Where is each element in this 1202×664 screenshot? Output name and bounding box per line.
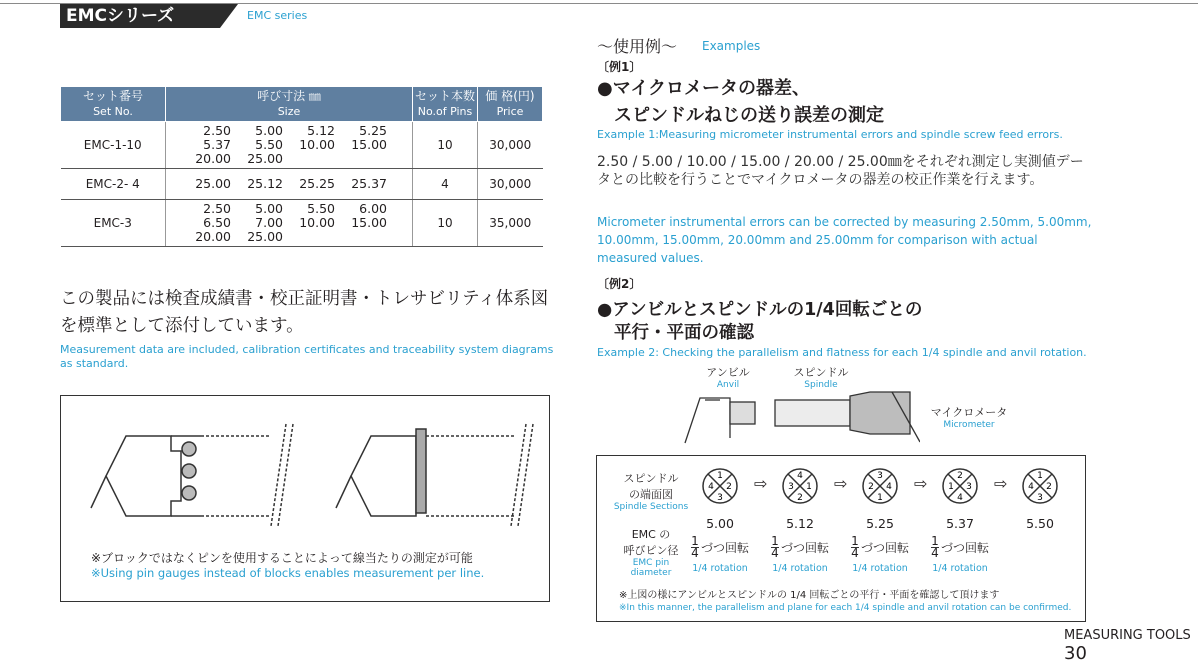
table-row bbox=[61, 122, 543, 169]
col-size: 呼び寸法 ㎜ Size bbox=[166, 87, 413, 122]
rotation-text: づつ回転 bbox=[940, 541, 989, 555]
example2-heading-line1: ●アンビルとスピンドルの1/4回転ごとの bbox=[597, 300, 923, 320]
rotation-text: づつ回転 bbox=[700, 541, 749, 555]
arrow-right-icon: ⇨ bbox=[914, 474, 928, 493]
quadrant-number: 2 bbox=[726, 482, 732, 492]
pin-diameter-value: 5.12 bbox=[786, 516, 814, 531]
fraction-denominator: 4 bbox=[931, 546, 939, 560]
micrometer-label: マイクロメータ Micrometer bbox=[930, 406, 1008, 430]
rotation-text: づつ回転 bbox=[860, 541, 909, 555]
rotation-note-jp: ※上図の様にアンビルとスピンドルの 1/4 回転ごとの平行・平面を確認して頂けます bbox=[619, 590, 1000, 601]
pins-cell: 10 bbox=[413, 122, 478, 169]
rotation-en: 1/4 rotation bbox=[772, 563, 828, 574]
size-value: 15.00 bbox=[351, 215, 387, 230]
examples-title-en: Examples bbox=[702, 39, 761, 53]
rotation-step bbox=[920, 536, 1000, 574]
pins-cell: 4 bbox=[413, 169, 478, 200]
quadrant-number: 2 bbox=[868, 482, 874, 492]
size-value: 7.00 bbox=[255, 215, 283, 230]
spindle-sections-label: スピンドル の端面図 Spindle Sections bbox=[613, 472, 689, 512]
price-cell: 35,000 bbox=[478, 200, 543, 247]
certificate-note-en: Measurement data are included, calibration certificates and traceability system diagrams as standard. bbox=[60, 343, 554, 370]
set-number-cell: EMC-3 bbox=[61, 200, 166, 247]
table-row bbox=[61, 200, 543, 247]
micrometer-illustration bbox=[680, 388, 920, 448]
pin-note-en: ※Using pin gauges instead of blocks enables measurement per line. bbox=[91, 566, 485, 580]
quadrant-number: 4 bbox=[708, 482, 714, 492]
quadrant-number: 1 bbox=[717, 471, 723, 481]
size-value: 5.50 bbox=[255, 137, 283, 152]
arrow-right-icon: ⇨ bbox=[754, 474, 768, 493]
fraction-denominator: 4 bbox=[851, 546, 859, 560]
col-pins: セット本数 No.of Pins bbox=[413, 87, 478, 122]
page-number: 30 bbox=[1064, 643, 1087, 664]
size-value: 25.00 bbox=[195, 176, 231, 191]
anvil-label: アンビル Anvil bbox=[706, 366, 750, 390]
size-value: 5.50 bbox=[307, 201, 335, 216]
examples-title-jp: ～使用例～ bbox=[597, 37, 678, 56]
rotation-en: 1/4 rotation bbox=[932, 563, 988, 574]
size-value: 5.37 bbox=[203, 137, 231, 152]
pin-diameter-value: 5.37 bbox=[946, 516, 974, 531]
quadrant-number: 3 bbox=[788, 482, 794, 492]
pin-diameter-label: EMC の 呼びピン径 EMC pin diameter bbox=[623, 528, 679, 578]
quadrant-number: 2 bbox=[797, 493, 803, 503]
size-cell bbox=[166, 200, 413, 247]
size-value: 5.25 bbox=[359, 123, 387, 138]
size-value: 25.37 bbox=[351, 176, 387, 191]
certificate-note-jp: この製品には検査成績書・校正証明書・トレサビリティ体系図を標準として添付しています。 bbox=[60, 289, 549, 336]
quadrant-number: 3 bbox=[966, 482, 972, 492]
arrow-right-icon: ⇨ bbox=[994, 474, 1008, 493]
rotation-note-en: ※In this manner, the parallelism and plane for each 1/4 spindle and anvil rotation can be confirmed. bbox=[619, 603, 1072, 613]
series-subtitle: EMC series bbox=[247, 9, 308, 22]
size-value: 2.50 bbox=[203, 123, 231, 138]
set-number-cell: EMC-2- 4 bbox=[61, 169, 166, 200]
example2-heading-line2: 平行・平面の確認 bbox=[614, 323, 754, 343]
rotation-step bbox=[680, 536, 760, 574]
quadrant-number: 2 bbox=[1046, 482, 1052, 492]
example2-label: 〔例2〕 bbox=[597, 277, 642, 291]
col-set-no: セット番号 Set No. bbox=[61, 87, 166, 122]
quadrant-number: 3 bbox=[717, 493, 723, 503]
size-value: 2.50 bbox=[203, 201, 231, 216]
rotation-diagram bbox=[596, 455, 1086, 622]
pin-note-jp: ※ブロックではなくピンを使用することによって線当たりの測定が可能 bbox=[91, 551, 473, 565]
rotation-en: 1/4 rotation bbox=[692, 563, 748, 574]
example1-heading-line1: ●マイクロメータの器差、 bbox=[597, 78, 810, 99]
quadrant-number: 1 bbox=[1037, 471, 1043, 481]
size-value: 20.00 bbox=[195, 229, 231, 244]
size-value: 15.00 bbox=[351, 137, 387, 152]
price-cell: 30,000 bbox=[478, 122, 543, 169]
size-value: 5.12 bbox=[307, 123, 335, 138]
spindle-label: スピンドル Spindle bbox=[793, 366, 849, 390]
page-footer bbox=[1064, 628, 1202, 664]
size-value: 25.00 bbox=[247, 229, 283, 244]
fraction-denominator: 4 bbox=[691, 546, 699, 560]
quadrant-number: 4 bbox=[797, 471, 803, 481]
quadrant-number: 1 bbox=[806, 482, 812, 492]
spec-table bbox=[60, 86, 543, 247]
example1-english: Example 1:Measuring micrometer instrumental errors and spindle screw feed errors. bbox=[597, 128, 1063, 141]
size-value: 25.00 bbox=[247, 151, 283, 166]
fraction-numerator: 1 bbox=[851, 534, 859, 548]
example1-body-jp: 2.50 / 5.00 / 10.00 / 15.00 / 20.00 / 25.00㎜をそれぞれ測定し実測値データとの比較を行うことでマイクロメータの器差の校正作業を行えます。 bbox=[597, 154, 1084, 188]
quadrant-number: 3 bbox=[1037, 493, 1043, 503]
example1-heading-line2: スピンドルねじの送り誤差の測定 bbox=[614, 105, 884, 126]
size-value: 5.00 bbox=[255, 123, 283, 138]
rotation-step bbox=[760, 536, 840, 574]
quadrant-number: 2 bbox=[957, 471, 963, 481]
size-value: 5.00 bbox=[255, 201, 283, 216]
set-number-cell: EMC-1-10 bbox=[61, 122, 166, 169]
rotation-step bbox=[840, 536, 920, 574]
quadrant-number: 1 bbox=[948, 482, 954, 492]
footer-text: MEASURING TOOLS bbox=[1064, 628, 1191, 643]
size-value: 25.25 bbox=[299, 176, 335, 191]
quadrant-number: 4 bbox=[1028, 482, 1034, 492]
example1-body-en: Micrometer instrumental errors can be corrected by measuring 2.50mm, 5.00mm, 10.00mm, 15.00mm, 20.00mm and 25.00mm for comparison with actual measured values. bbox=[597, 215, 1092, 265]
fraction-numerator: 1 bbox=[691, 534, 699, 548]
size-cell bbox=[166, 169, 413, 200]
size-value: 10.00 bbox=[299, 137, 335, 152]
quadrant-number: 4 bbox=[886, 482, 892, 492]
series-title-slant bbox=[220, 4, 238, 28]
example1-label: 〔例1〕 bbox=[597, 60, 642, 74]
fraction-numerator: 1 bbox=[931, 534, 939, 548]
pin-diameter-value: 5.00 bbox=[706, 516, 734, 531]
series-title: EMCシリーズ bbox=[60, 4, 220, 28]
example2-english: Example 2: Checking the parallelism and flatness for each 1/4 spindle and anvil rotation. bbox=[597, 346, 1087, 359]
size-value: 6.50 bbox=[203, 215, 231, 230]
size-value: 6.00 bbox=[359, 201, 387, 216]
quadrant-number: 1 bbox=[877, 493, 883, 503]
fraction-numerator: 1 bbox=[771, 534, 779, 548]
rotation-en: 1/4 rotation bbox=[852, 563, 908, 574]
pin-gauge-diagram bbox=[60, 395, 550, 602]
pins-cell: 10 bbox=[413, 200, 478, 247]
size-cell bbox=[166, 122, 413, 169]
rotation-text: づつ回転 bbox=[780, 541, 829, 555]
size-value: 25.12 bbox=[247, 176, 283, 191]
size-value: 10.00 bbox=[299, 215, 335, 230]
arrow-right-icon: ⇨ bbox=[834, 474, 848, 493]
fraction-denominator: 4 bbox=[771, 546, 779, 560]
quadrant-number: 4 bbox=[957, 493, 963, 503]
price-cell: 30,000 bbox=[478, 169, 543, 200]
pin-diameter-value: 5.25 bbox=[866, 516, 894, 531]
pin-diameter-value: 5.50 bbox=[1026, 516, 1054, 531]
table-row bbox=[61, 169, 543, 200]
quadrant-number: 3 bbox=[877, 471, 883, 481]
size-value: 20.00 bbox=[195, 151, 231, 166]
col-price: 価 格(円) Price bbox=[478, 87, 543, 122]
